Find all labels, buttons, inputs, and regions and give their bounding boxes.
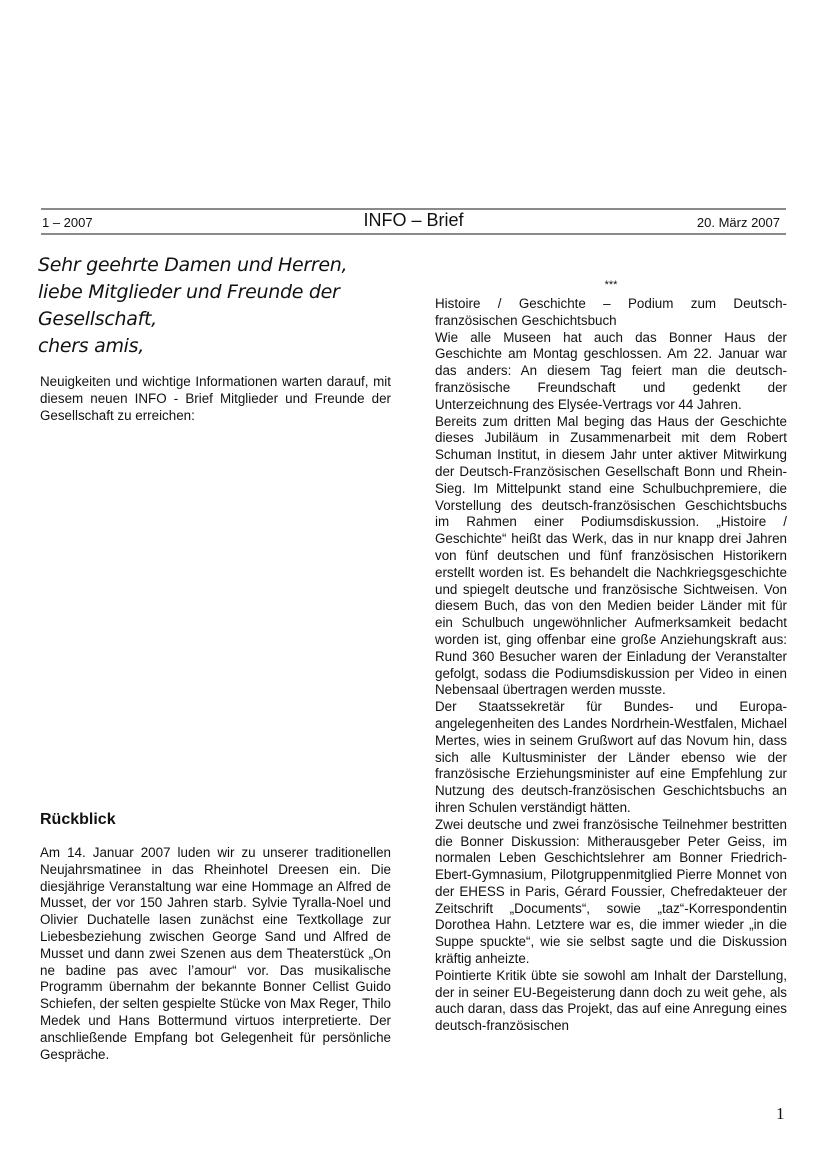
page-number: 1 (776, 1104, 785, 1123)
article-paragraph: Der Staatssekretär für Bundes- und Europa-angelegenheiten des Landes Nordrhein-Westfalen, Michael Mertes, wies in seinem Grußwort auf das Novum hin, dass sich alle Kultusminister der Länder ebenso wie der französische Erziehungsminister auf eine Empfehlung zur Nutzung des deutsch-französischen Geschichtsbuchs an ihren Schulen verständigt hätten. (435, 699, 787, 815)
article-title: Histoire / Geschichte – Podium zum Deutsch-französischen Geschichtsbuch (435, 296, 787, 328)
salutation (38, 252, 398, 360)
article-column (435, 278, 787, 1035)
rueckblick-text: Am 14. Januar 2007 luden wir zu unserer traditionellen Neujahrsmatinee in das Rheinhotel Dreesen ein. Die diesjährige Veranstaltung war eine Hommage an Alfred de Musset, der vor 150 Jahren starb. Sylvie Tyralla-Noel und Olivier Duchatelle lasen zunächst eine Textkollage zur Liebesbeziehung zwischen George Sand und Alfred de Musset und dann zwei Szenen aus dem Theaterstück „On ne badine pas avec l’amour“ vor. Das musikalische Programm übernahm der bekannte Bonner Cellist Guido Schiefen, der selten gespielte Stücke von Max Reger, Thilo Medek und Hans Bottermund virtuos interpretierte. Der anschließende Empfang bot Gelegenheit für persönliche Gespräche. (40, 845, 391, 1062)
article-paragraph: Wie alle Museen hat auch das Bonner Haus der Geschichte am Montag geschlossen. Am 22. Januar war das anders: An diesem Tag feiert man die deutsch-französische Freundschaft und gedenkt der Unterzeichnung des Elysée-Vertrags vor 44 Jahren. (435, 329, 787, 412)
section-separator: *** (604, 279, 618, 291)
salutation-line: liebe Mitglieder und Freunde der (38, 281, 340, 303)
section-heading-rueckblick: Rückblick (40, 811, 116, 828)
article-paragraph: Bereits zum dritten Mal beging das Haus der Geschichte dieses Jubiläum in Zusammenarbeit mit dem Robert Schuman Institut, in diesem Jahr unter aktiver Mitwirkung der Deutsch-Französischen Gesellschaft Bonn und Rhein-Sieg. Im Mittelpunkt stand eine Schulbuchpremiere, die Vorstellung des deutsch-französischen Geschichtsbuchs im Rahmen einer Podiumsdiskussion. „Histoire / Geschichte“ heißt das Werk, das in nur knapp drei Jahren von fünf deutschen und fünf französischen Historikern erstellt worden ist. Es behandelt die Nachkriegsgeschichte und spiegelt deutsche und französische Sichtweisen. Von diesem Buch, das von den Medien beider Länder mit für ein Schulbuch ungewöhnlicher Aufmerksamkeit bedacht worden ist, ging offenbar eine große Anziehungskraft aus: Rund 360 Besucher waren der Einladung der Veranstalter gefolgt, sodass die Podiumsdiskussion per Video in einen Nebensaal übertragen werden musste. (435, 413, 787, 698)
intro-paragraph (40, 374, 391, 424)
article-paragraph: Zwei deutsche und zwei französische Teilnehmer bestritten die Bonner Diskussion: Mitherausgeber Peter Geiss, im normalen Leben Geschichtslehrer am Bonner Friedrich-Ebert-Gymnasium, Pilotgruppenmitglied Pierre Monnet von der EHESS in Paris, Gérard Foussier, Chefredakteuer der Zeitschrift „Documents“, sowie „taz“-Korrespondentin Dorothea Hahn. Letztere war es, die immer wieder „in die Suppe spuckte“, wie sie selbst sagte und die Diskussion kräftig anheizte. (435, 816, 787, 967)
salutation-line: Sehr geehrte Damen und Herren, (38, 254, 348, 276)
rueckblick-section (40, 845, 391, 1063)
newsletter-title: INFO – Brief (363, 210, 464, 230)
issue-number: 1 – 2007 (42, 215, 93, 230)
salutation-line: chers amis, (38, 335, 144, 357)
salutation-line: Gesellschaft, (38, 308, 157, 330)
intro-text: Neuigkeiten und wichtige Informationen warten darauf, mit diesem neuen INFO - Brief Mitglieder und Freunde der Gesellschaft zu erreichen: (40, 374, 391, 423)
issue-date: 20. März 2007 (696, 215, 780, 230)
newsletter-header (41, 208, 786, 235)
article-paragraph: Pointierte Kritik übte sie sowohl am Inhalt der Darstellung, der in seiner EU-Begeisterung dann doch zu weit gehe, als auch daran, dass das Projekt, das auf eine Anregung eines deutsch-französischen (435, 967, 787, 1034)
